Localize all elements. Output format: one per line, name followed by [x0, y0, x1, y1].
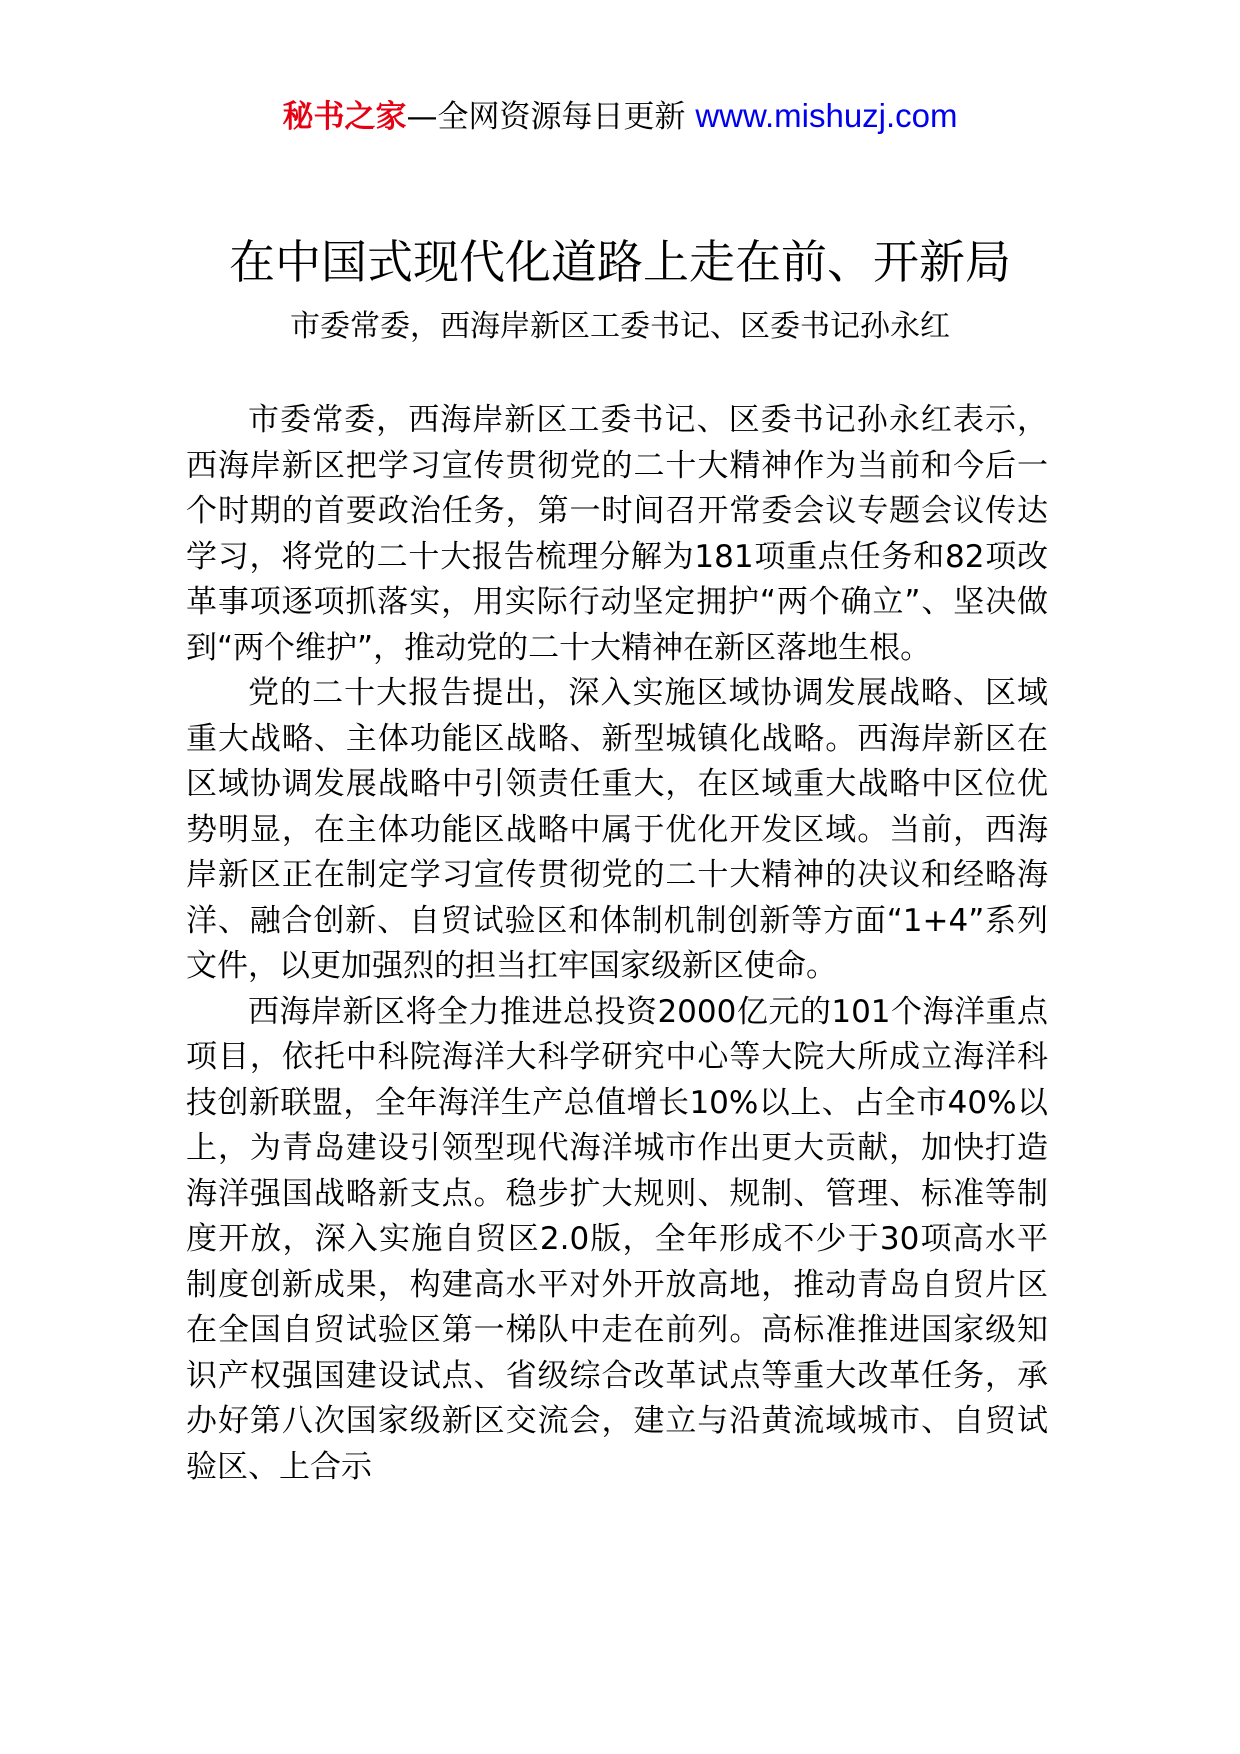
document-title: 在中国式现代化道路上走在前、开新局	[229, 235, 1011, 289]
article-paragraph-2: 党的二十大报告提出，深入实施区域协调发展战略、区域重大战略、主体功能区战略、新型城镇化战略。西海岸新区在区域协调发展战略中引领责任重大，在区域重大战略中区位优势明显，在主体功能区战略中属于优化开发区域。当前，西海岸新区正在制定学习宣传贯彻党的二十大精神的决议和经略海洋、融合创新、自贸试验区和体制机制创新等方面“1+4”系列文件，以更加强烈的担当扛牢国家级新区使命。	[186, 675, 1048, 984]
document-author-line: 市委常委，西海岸新区工委书记、区委书记孙永红	[290, 309, 950, 344]
site-tagline: —全网资源每日更新	[406, 99, 696, 135]
site-url-link[interactable]: www.mishuzj.com	[695, 97, 958, 134]
site-name: 秘书之家	[282, 99, 407, 135]
site-header	[0, 96, 1240, 137]
article-paragraph-1: 市委常委，西海岸新区工委书记、区委书记孙永红表示，西海岸新区把学习宣传贯彻党的二十大精神作为当前和今后一个时期的首要政治任务，第一时间召开常委会议专题会议传达学习，将党的二十大报告梳理分解为181项重点任务和82项改革事项逐项抓落实，用实际行动坚定拥护“两个确立”、坚决做到“两个维护”，推动党的二十大精神在新区落地生根。	[186, 402, 1048, 666]
article-body	[186, 398, 1048, 1490]
article-paragraph-3: 西海岸新区将全力推进总投资2000亿元的101个海洋重点项目，依托中科院海洋大科学研究中心等大院大所成立海洋科技创新联盟，全年海洋生产总值增长10%以上、占全市40%以上，为青岛建设引领型现代海洋城市作出更大贡献，加快打造海洋强国战略新支点。稳步扩大规则、规制、管理、标准等制度开放，深入实施自贸区2.0版，全年形成不少于30项高水平制度创新成果，构建高水平对外开放高地，推动青岛自贸片区在全国自贸试验区第一梯队中走在前列。高标准推进国家级知识产权强国建设试点、省级综合改革试点等重大改革任务，承办好第八次国家级新区交流会，建立与沿黄流域城市、自贸试验区、上合示	[186, 993, 1048, 1485]
